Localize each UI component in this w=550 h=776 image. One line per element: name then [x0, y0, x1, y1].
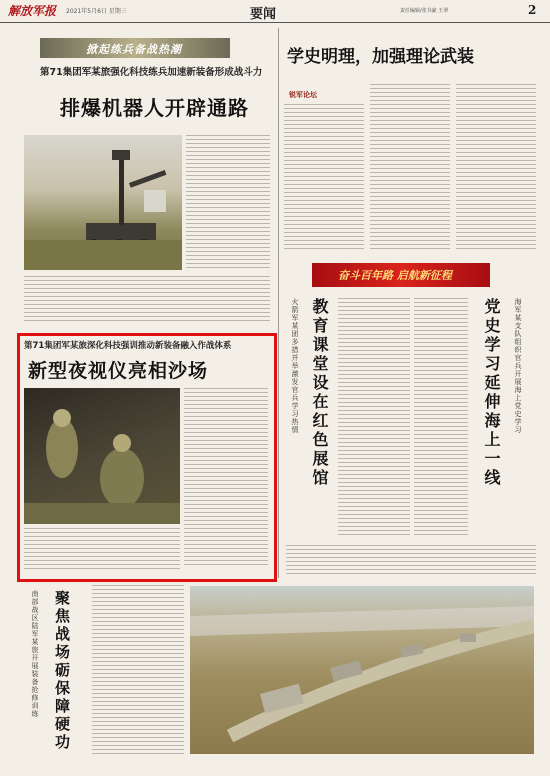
article6-subhead: 海军某支队组织官兵开展海上党史学习 — [514, 298, 522, 434]
article1-body-col — [186, 135, 270, 270]
article2-kicker: 第71集团军某旅深化科技强训推动新装备融入作战体系 — [24, 341, 232, 351]
article1-headline: 排爆机器人开辟通路 — [60, 96, 249, 120]
article-footer-text — [286, 545, 536, 575]
article1-body — [24, 276, 270, 324]
article4-body-col2 — [370, 84, 450, 252]
newspaper-logo: 解放军报 — [8, 4, 57, 18]
article3-headline: 聚焦战场砺保障硬功 — [53, 590, 71, 752]
article4-headline: 学史明理，加强理论武装 — [287, 47, 474, 67]
anniversary-banner-text: 奋斗百年路 启航新征程 — [338, 269, 452, 282]
night-vision-photo-illustration — [24, 388, 180, 524]
article1-kicker: 第71集团军某旅强化科技练兵加速新装备形成战斗力 — [40, 67, 263, 78]
robot-photo-illustration — [24, 135, 182, 270]
article4-body-col1 — [284, 104, 364, 252]
article5-body-col1 — [338, 298, 410, 538]
night-vision-photo — [24, 388, 180, 524]
article2-body-col — [184, 388, 268, 568]
campaign-banner — [40, 38, 230, 58]
article2-headline: 新型夜视仪亮相沙场 — [28, 360, 209, 382]
page-number: 2 — [528, 3, 537, 17]
issue-date: 2021年5月6日 星期三 — [66, 8, 127, 15]
article6-headline: 党史学习延伸海上一线 — [482, 298, 501, 488]
vehicle-convoy-photo — [190, 586, 534, 754]
convoy-photo-illustration — [190, 586, 534, 754]
article4-body-col3 — [456, 84, 536, 252]
article3-subhead: 南部战区陆军某旅开展装备抢修训练 — [31, 590, 39, 718]
campaign-banner-text: 掀起练兵备战热潮 — [86, 43, 182, 56]
article2-body — [24, 528, 180, 572]
article3-body — [92, 585, 184, 755]
section-title: 要闻 — [250, 7, 277, 22]
article5-headline: 教育课堂设在红色展馆 — [310, 298, 329, 488]
article5-subhead: 火箭军某团多措并举激发官兵学习热情 — [291, 298, 299, 434]
editor-credit: 责任编辑/张书豪 王翠 — [400, 8, 449, 14]
column-divider — [278, 28, 279, 578]
commentary-label: 锐军论坛 — [289, 91, 317, 99]
article5-body-col2 — [414, 298, 468, 538]
anniversary-banner — [312, 263, 490, 287]
robot-photo — [24, 135, 182, 270]
